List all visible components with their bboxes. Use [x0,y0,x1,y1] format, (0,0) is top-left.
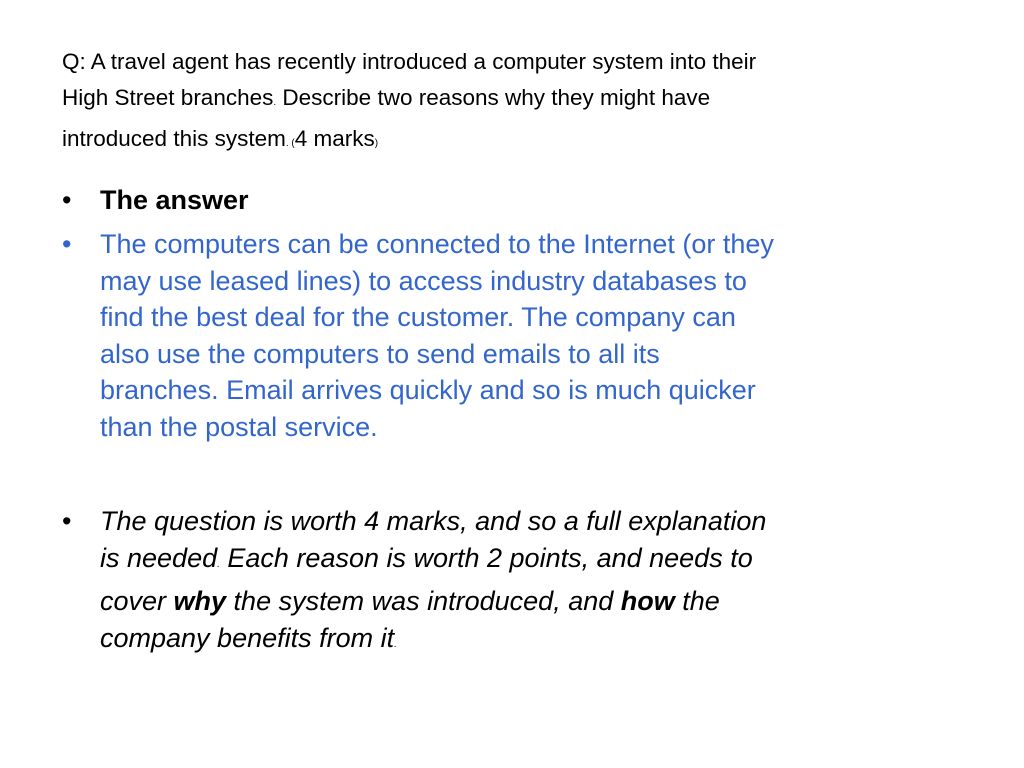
note-emphasis-how: how [620,586,675,616]
answer-line: The computers can be connected to the Internet (or they [100,229,774,259]
bullet-marker: • [62,229,72,259]
answer-line: than the postal service. [100,411,378,442]
bullet-marker: • [62,185,72,215]
bullet-marker: • [62,506,72,536]
note-line-2 [100,540,982,584]
bullet-note [62,503,982,663]
bullet-answer [62,226,982,445]
answer-line: find the best deal for the customer. The company can [100,302,736,332]
question-line-2-part-b: Describe two reasons why they might have [276,85,711,110]
bullet-heading [62,180,982,220]
note-line-3-part-c: the [674,586,720,616]
answer-line: branches. Email arrives quickly and so is much quicker [100,375,756,405]
note-line-4-dot: . [394,638,397,650]
note-line-2-dot: . [217,558,220,570]
bullet-list [62,180,982,663]
answer-heading: The answer [100,185,249,215]
question-line-2-part-a: High Street branches [62,85,274,110]
note-line-2-part-b: Each reason is worth 2 points, and needs to [219,542,753,573]
note-line-3-part-a: cover [100,586,174,616]
note-emphasis-why: why [173,586,227,616]
note-line-3 [100,583,982,620]
note-line-4-part-a: company benefits from it [100,622,395,653]
question-line-1: Q: A travel agent has recently introduced a computer system into their [62,49,757,74]
question-line-2 [62,80,982,121]
question-line-3 [62,121,982,162]
note-line-2-part-a: is needed [100,542,218,573]
note-line-4 [100,620,982,664]
note-line-3-part-b: the system was introduced, and [226,586,621,616]
question-line-2-dot: . [273,97,277,108]
question-line-3-close: ) [374,138,379,149]
question-line-3-small: . ( [285,138,295,149]
question-text [62,44,982,162]
note-line-1: The question is worth 4 marks, and so a full explanation [100,506,767,536]
question-marks: 4 marks [294,126,375,151]
answer-line: also use the computers to send emails to all its [100,338,660,369]
answer-line: may use leased lines) to access industry databases to [100,265,747,296]
question-line-3-part-a: introduced this system [62,126,286,151]
